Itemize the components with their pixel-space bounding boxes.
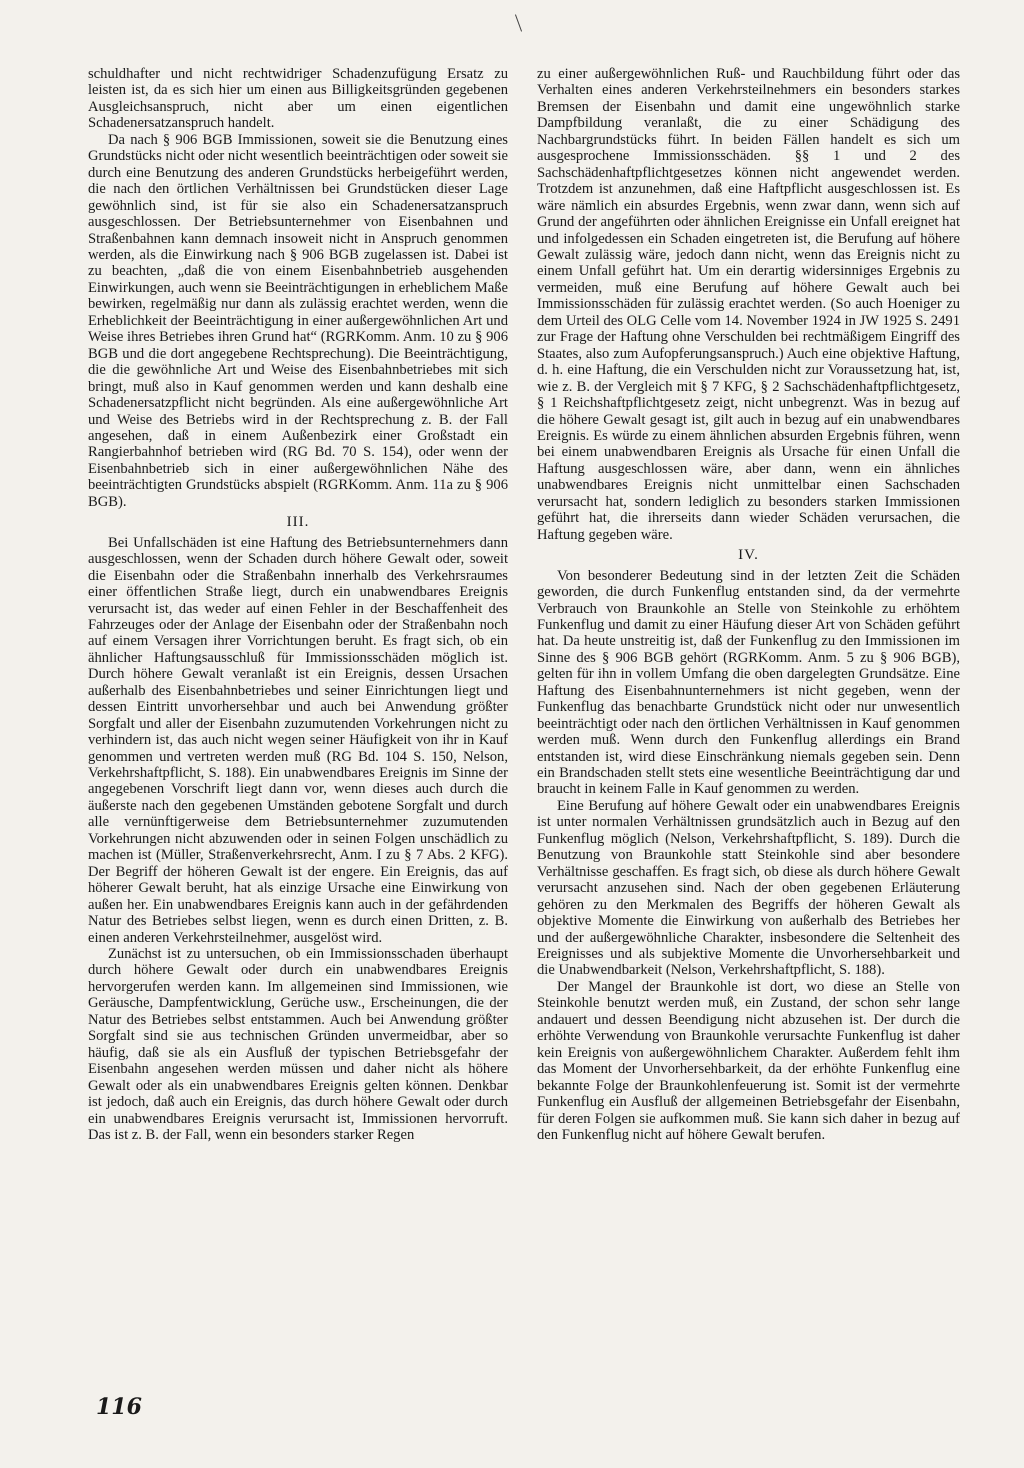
- paragraph: Eine Berufung auf höhere Gewalt oder ein unabwendbares Ereignis ist unter normalen Verhältnissen grundsätzlich auch in Bezug auf den Funkenflug möglich (Nelson, Verkehrshaftpflicht, S. 189). Durch die Benutzung von Braunkohle statt Steinkohle sind aber besondere Verhältnisse geschaffen. Es fragt sich, ob diese als durch höhere Gewalt verursacht anzusehen sind. Nach der oben gegebenen Erläuterung gehören zu den Merkmalen des Begriffs der höheren Gewalt als objektive Momente die Einwirkung von außerhalb des Betriebes her und der außergewöhnliche Charakter, insbesondere die Seltenheit des Ereignisses und als subjektive Momente die Unvorhersehbarkeit und die Unabwendbarkeit (Nelson, Verkehrshaftpflicht, S. 188).: [537, 797, 960, 979]
- section-heading: IV.: [738, 547, 759, 564]
- paragraph: Der Mangel der Braunkohle ist dort, wo diese an Stelle von Steinkohle benutzt werden muß, ein Zustand, der schon sehr lange andauert und dessen Beendigung nicht abzusehen ist. Der durch die erhöhte Verwendung von Braunkohle verursachte Funkenflug ist daher kein Ereignis von außergewöhnlichem Charakter. Außerdem fehlt ihm das Moment der Unvorhersehbarkeit, da der erhöhte Funkenflug eine bekannte Folge der Braunkohlenfeuerung ist. Somit ist der vermehrte Funkenflug ein Ausfluß der allgemeinen Betriebsgefahr der Eisenbahn, für deren Folgen sie aufkommen muß. Sie kann sich daher in bezug auf den Funkenflug nicht auf höhere Gewalt berufen.: [537, 978, 960, 1143]
- paragraph: Da nach § 906 BGB Immissionen, soweit sie die Benutzung eines Grundstücks nicht oder nicht wesentlich beeinträchtigen oder soweit sie durch eine Benutzung des anderen Grundstücks herbeigeführt werden, die nach den örtlichen Verhältnissen bei Grundstücken dieser Lage gewöhnlich sind, ist für sie also ein Schadenersatzanspruch ausgeschlossen. Der Betriebsunternehmer von Eisenbahnen und Straßenbahnen kann demnach insoweit nicht in Anspruch genommen werden, als die Einwirkung nach § 906 BGB zugelassen ist. Dabei ist zu beachten, „daß die von einem Eisenbahnbetrieb ausgehenden Einwirkungen, auch wenn sie Beeinträchtigungen in erheblichem Maße bewirken, regelmäßig nur dann als zulässig erachtet werden, wenn die Erheblichkeit der Beeinträchtigung in einer außergewöhnlichen Art und Weise ihres Betriebes ihren Grund hat“ (RGRKomm. Anm. 10 zu § 906 BGB und die dort angegebene Rechtsprechung). Die Beeinträchtigung, die die gewöhnliche Art und Weise des Eisenbahnbetriebes mit sich bringt, muß also in Kauf genommen werden und kann deshalb eine Schadenersatzpflicht nicht begründen. Als eine außergewöhnliche Art und Weise des Betriebs wird in der Rechtsprechung z. B. der Fall angesehen, daß in einem Außenbezirk einer Großstadt ein Rangierbahnhof betrieben wird (RG Bd. 70 S. 154), oder wenn der Eisenbahnbetrieb sich in einer außergewöhnlichen Nähe des beeinträchtigten Grundstücks abspielt (RGRKomm. Anm. 11a zu § 906 BGB).: [88, 131, 508, 510]
- paragraph: Bei Unfallschäden ist eine Haftung des Betriebsunternehmers dann ausgeschlossen, wenn der Schaden durch höhere Gewalt oder, soweit die Eisenbahn oder die Straßenbahn innerhalb des Verkehrsraumes einer öffentlichen Straße liegt, durch ein unabwendbares Ereignis verursacht ist, das weder auf einen Fehler in der Beschaffenheit des Fahrzeuges oder der Anlage der Eisenbahn oder der Straßenbahn noch auf einem Versagen ihrer Vorrichtungen beruht. Es fragt sich, ob ein ähnlicher Haftungsausschluß für Immissionsschäden möglich ist. Durch höhere Gewalt veranlaßt ist ein Ereignis, dessen Ursachen außerhalb des Eisenbahnbetriebes und seiner Einrichtungen liegt und dessen Eintritt unvorhersehbar und auch bei Anwendung größter Sorgfalt und aller der Eisenbahn zuzumutenden Vorkehrungen nicht zu verhindern ist, das auch nicht wegen seiner Häufigkeit von ihr in Kauf genommen und vertreten werden muß (RG Bd. 104 S. 150, Nelson, Verkehrshaftpflicht, S. 188). Ein unabwendbares Ereignis im Sinne der angegebenen Vorschrift liegt dann vor, wenn dieses auch durch die äußerste nach den gegebenen Umständen gebotene Sorgfalt und durch alle vernünftigerweise dem Betriebsunternehmer zuzumutenden Vorkehrungen nicht abzuwenden oder in seinen Folgen unschädlich zu machen ist (Müller, Straßenverkehrsrecht, Anm. I zu § 7 Abs. 2 KFG). Der Begriff der höheren Gewalt ist der engere. Ein Ereignis, das auf höherer Gewalt beruht, hat als einzige Ursache eine Einwirkung von außen her. Ein unabwendbares Ereignis kann auch in der gefährdenden Natur des Betriebes selbst liegen, wenn es durch einen Dritten, z. B. einen anderen Verkehrsteilnehmer, ausgelöst wird.: [88, 534, 508, 946]
- left-column: [88, 66, 508, 1143]
- paragraph: Von besonderer Bedeutung sind in der letzten Zeit die Schäden geworden, die durch Funkenflug entstanden sind, da der vermehrte Verbrauch von Braunkohle an Stelle von Steinkohle zu erhöhtem Funkenflug und damit zu einer Häufung dieser Art von Schäden geführt hat. Da heute unstreitig ist, daß der Funkenflug zu den Immissionen im Sinne des § 906 BGB gehört (RGRKomm. Anm. 5 zu § 906 BGB), gelten für ihn in vollem Umfang die oben dargelegten Grundsätze. Eine Haftung des Eisenbahnunternehmers ist nicht gegeben, wenn der Funkenflug das benachbarte Grundstück nicht oder nur unwesentlich beeinträchtigt oder nach den örtlichen Verhältnissen in Kauf genommen werden muß. Wenn durch den Funkenflug allerdings ein Brand entstanden ist, wird diese Einschränkung niemals gegeben sein. Denn ein Brandschaden stellt stets eine wesentliche Beeinträchtigung dar und braucht in keinem Falle in Kauf genommen zu werden.: [537, 567, 960, 798]
- section-heading: III.: [286, 514, 310, 531]
- paragraph: zu einer außergewöhnlichen Ruß- und Rauchbildung führt oder das Verhalten eines anderen Verkehrsteilnehmers ein besonders starkes Bremsen der Eisenbahn und damit eine ungewöhnlich starke Dampfbildung veranlaßt, die zu einer Schädigung des Nachbargrundstücks führt. In beiden Fällen handelt es sich um ausgesprochene Immissionsschäden. §§ 1 und 2 des Sachschädenhaftpflichtgesetzes können nicht angewendet werden. Trotzdem ist anzunehmen, daß eine Haftpflicht ausgeschlossen ist. Es wäre nämlich ein absurdes Ergebnis, wenn zwar dann, wenn sich auf Grund der angeführten oder ähnlichen Ereignisse ein Unfall ereignet hat und infolgedessen ein Schaden eingetreten ist, die Berufung auf höhere Gewalt zulässig wäre, jedoch dann nicht, wenn das Ereignis nicht zu einem Unfall geführt hat. Um ein derartig widersinniges Ergebnis zu vermeiden, muß eine Berufung auf höhere Gewalt auch bei Immissionsschäden für zulässig erachtet werden. (So auch Hoeniger zu dem Urteil des OLG Celle vom 14. November 1924 in JW 1925 S. 2491 zur Frage der Haftung ohne Verschulden bei rechtmäßigem Eingriff des Staates, also zum Aufopferungsanspruch.) Auch eine objektive Haftung, d. h. eine Haftung, die ein Verschulden nicht zur Voraussetzung hat, ist, wie z. B. der Vergleich mit § 7 KFG, § 2 Sachschädenhaftpflichtgesetz, § 1 Reichshaftpflichtgesetz zeigt, nicht unbegrenzt. Was in bezug auf die höhere Gewalt gesagt ist, gilt auch in bezug auf ein unabwendbares Ereignis. Es würde zu einem ähnlichen absurden Ergebnis führen, wenn bei einem unabwendbaren Ereignis als Ursache für einen Unfall die Haftung ausgeschlossen wäre, aber dann, wenn ein ähnliches unabwendbares Ereignis nicht unmittelbar einen Sachschaden verursacht hat, sondern lediglich zu besonders starken Immissionen geführt hat, die ihrerseits dann wieder Schäden verursachen, die Haftung gegeben wäre.: [537, 66, 960, 543]
- right-column: [537, 66, 960, 1143]
- paragraph: schuldhafter und nicht rechtwidriger Schadenzufügung Ersatz zu leisten ist, da es sich hier um einen aus Billigkeitsgründen gegebenen Ausgleichsanspruch, nicht aber um einen eigentlichen Schadenersatzanspruch handelt.: [88, 66, 508, 132]
- page-number: 116: [96, 1394, 142, 1420]
- scan-mark: [515, 14, 522, 31]
- paragraph: Zunächst ist zu untersuchen, ob ein Immissionsschaden überhaupt durch höhere Gewalt oder durch ein unabwendbares Ereignis hervorgerufen werden kann. Im allgemeinen sind Immissionen, wie Geräusche, Dampfentwicklung, Gerüche usw., Erscheinungen, die der Natur des Betriebes selbst entstammen. Auch bei Anwendung größter Sorgfalt sind sie aus technischen Gründen unvermeidbar, aber so häufig, daß sie als ein Ausfluß der typischen Betriebsgefahr der Eisenbahn angesehen werden müssen und daher nicht als höhere Gewalt oder als ein unabwendbares Ereignis gelten können. Denkbar ist jedoch, daß auch ein Ereignis, das durch höhere Gewalt oder durch ein unabwendbares Ereignis verursacht ist, Immissionen hervorruft. Das ist z. B. der Fall, wenn ein besonders starker Regen: [88, 946, 508, 1143]
